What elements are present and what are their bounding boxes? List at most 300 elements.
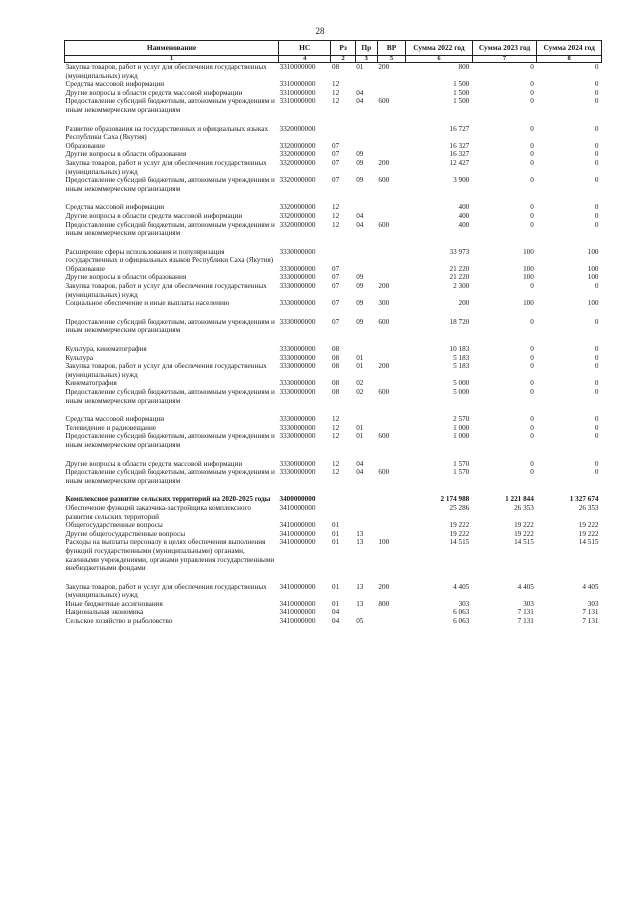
table-row: [65, 379, 602, 388]
spacer-cell: [65, 573, 602, 583]
cell-sum-2024: 100: [587, 247, 599, 256]
spacer-row: [65, 573, 602, 583]
cell-vr: [377, 504, 405, 521]
header-number: 7: [472, 56, 537, 63]
spacer-cell: [65, 115, 602, 125]
cell-pr: 05: [356, 617, 364, 626]
table-row: [65, 388, 602, 405]
cell-sum-2022: 14 515: [449, 538, 470, 547]
cell-vr: 200: [378, 282, 390, 291]
cell-ns: 3320000000: [279, 124, 316, 133]
cell-sum-2024: 0: [594, 423, 599, 432]
cell-rz: 07: [331, 317, 340, 326]
cell-sum-2024: 7 131: [582, 608, 599, 617]
header-number: 2: [331, 56, 355, 63]
cell-ns: 3410000000: [279, 582, 316, 591]
cell-sum-2022: 16 727: [449, 124, 470, 133]
cell-vr: [377, 89, 405, 98]
cell-sum-2024: 0: [594, 388, 599, 396]
cell-sum-2023: 0: [530, 176, 534, 185]
cell-sum-2023: 303: [523, 599, 534, 608]
cell-pr: 04: [356, 211, 364, 220]
cell-vr: [377, 424, 405, 433]
cell-name: Закупка товаров, работ и услуг для обеспечения государственных (муниципальных) нужд: [65, 582, 267, 600]
table-row: [65, 265, 602, 274]
cell-sum-2023: 0: [530, 345, 534, 354]
cell-sum-2022: 19 222: [449, 529, 470, 538]
cell-name: Социальное обеспечение и иные выплаты населению: [65, 299, 230, 308]
cell-sum-2022: 21 220: [449, 264, 470, 273]
table-row: [65, 125, 602, 142]
cell-pr: [355, 248, 377, 265]
cell-pr: 09: [356, 150, 364, 159]
cell-sum-2023: 100: [523, 299, 534, 308]
cell-name: Другие вопросы в области средств массовой информации: [65, 211, 243, 220]
cell-pr: 01: [356, 63, 364, 71]
cell-name: Средства массовой информации: [65, 80, 165, 89]
cell-rz: 12: [331, 203, 340, 212]
header-sum-2023: Сумма 2023 год: [472, 41, 537, 56]
cell-sum-2022: 19 222: [449, 521, 470, 530]
cell-vr: 600: [378, 468, 390, 477]
header-sum-2022: Сумма 2022 год: [406, 41, 473, 56]
cell-sum-2023: 7 131: [517, 608, 534, 617]
cell-sum-2024: 0: [594, 150, 599, 159]
table-row: [65, 468, 602, 485]
table-row: [65, 530, 602, 539]
cell-pr: [355, 608, 377, 617]
table-row: [65, 80, 602, 89]
cell-vr: [377, 150, 405, 159]
cell-sum-2023: 100: [523, 264, 534, 273]
cell-sum-2024: 100: [587, 299, 599, 308]
cell-pr: 13: [356, 582, 364, 591]
cell-rz: 12: [331, 432, 340, 441]
cell-ns: 3310000000: [279, 97, 316, 106]
cell-rz: [331, 495, 355, 504]
cell-rz: [331, 125, 355, 142]
cell-rz: 07: [331, 176, 340, 185]
cell-sum-2022: 21 220: [449, 273, 470, 282]
cell-pr: [355, 345, 377, 354]
cell-ns: 3320000000: [279, 220, 316, 229]
cell-pr: 09: [356, 299, 364, 308]
cell-sum-2022: 5 000: [453, 388, 470, 396]
cell-sum-2024: 303: [587, 599, 599, 608]
cell-name: Расходы на выплаты персоналу в целях обеспечения выполнения функций государственными (муниципальными) органами, казенными учреждениями, органами управления государственными внебюджетными фондами: [65, 538, 275, 573]
cell-name: Культура, кинематография: [65, 345, 147, 354]
cell-name: Предоставление субсидий бюджетным, автономным учреждениям и иным некоммерческим организациям: [65, 432, 275, 449]
cell-sum-2023: 0: [530, 150, 534, 159]
table-row: [65, 495, 602, 504]
cell-pr: 04: [356, 459, 364, 468]
cell-rz: 12: [331, 88, 340, 97]
cell-sum-2023: 0: [530, 203, 534, 212]
cell-sum-2022: 5 000: [453, 379, 470, 388]
cell-sum-2022: 1 570: [453, 459, 470, 468]
cell-sum-2024: 19 222: [578, 529, 599, 538]
cell-sum-2023: 0: [530, 158, 534, 167]
cell-rz: 12: [331, 220, 340, 229]
cell-vr: [377, 521, 405, 530]
cell-sum-2023: 7 131: [517, 617, 534, 626]
cell-ns: 3330000000: [279, 282, 316, 291]
cell-name: Комплексное развитие сельских территорий на 2020-2025 годы: [65, 495, 271, 504]
cell-rz: 08: [331, 353, 340, 362]
cell-pr: 09: [356, 176, 364, 185]
cell-ns: 3330000000: [279, 423, 316, 432]
cell-sum-2022: 400: [458, 220, 470, 229]
cell-pr: [355, 495, 377, 504]
table-row: [65, 212, 602, 221]
cell-pr: 13: [356, 538, 364, 547]
cell-pr: [355, 504, 377, 521]
cell-sum-2023: 19 222: [514, 521, 534, 530]
cell-sum-2022: 10 183: [449, 345, 470, 354]
cell-ns: 3330000000: [279, 388, 316, 396]
cell-sum-2023: 1 221 844: [505, 495, 534, 504]
cell-sum-2024: 0: [594, 124, 599, 133]
cell-pr: 04: [356, 220, 364, 229]
header-number: 5: [377, 56, 405, 63]
cell-vr: [377, 212, 405, 221]
cell-vr: 200: [378, 582, 390, 591]
table-row: [65, 63, 602, 81]
spacer-cell: [65, 308, 602, 318]
cell-ns: 3410000000: [279, 599, 316, 608]
cell-vr: 200: [378, 362, 390, 371]
cell-rz: 12: [331, 211, 340, 220]
cell-vr: 100: [378, 538, 390, 547]
table-row: [65, 150, 602, 159]
cell-rz: 12: [331, 415, 340, 424]
spacer-cell: [65, 485, 602, 495]
cell-sum-2023: 0: [530, 468, 534, 477]
budget-table: [64, 40, 602, 626]
cell-pr: 01: [356, 362, 364, 371]
cell-ns: 3330000000: [279, 459, 316, 468]
cell-rz: 01: [331, 599, 340, 608]
cell-vr: [377, 142, 405, 151]
cell-rz: 12: [331, 459, 340, 468]
cell-sum-2024: 0: [594, 317, 599, 326]
cell-sum-2022: 5 183: [453, 362, 470, 371]
cell-sum-2022: 800: [458, 63, 470, 71]
cell-vr: [377, 273, 405, 282]
spacer-cell: [65, 335, 602, 345]
table-row: [65, 142, 602, 151]
cell-sum-2023: 0: [530, 97, 534, 106]
cell-ns: 3330000000: [279, 345, 316, 354]
table-row: [65, 521, 602, 530]
cell-name: Образование: [65, 264, 105, 273]
table-body: [65, 63, 602, 626]
cell-sum-2022: 25 286: [449, 503, 470, 512]
table-row: [65, 318, 602, 335]
cell-sum-2022: 2 300: [453, 282, 470, 291]
cell-sum-2023: 0: [530, 211, 534, 220]
table-row: [65, 600, 602, 609]
cell-sum-2022: 16 327: [449, 150, 470, 159]
cell-sum-2024: 0: [594, 97, 599, 106]
cell-sum-2024: 0: [594, 220, 599, 229]
cell-sum-2023: 100: [523, 247, 534, 256]
table-row: [65, 176, 602, 193]
table-row: [65, 203, 602, 212]
cell-ns: 3320000000: [279, 150, 316, 159]
cell-vr: 600: [378, 97, 390, 106]
cell-rz: 08: [331, 388, 340, 396]
cell-name: Предоставление субсидий бюджетным, автономным учреждениям и иным некоммерческим организациям: [65, 176, 275, 193]
header-vr: ВР: [377, 41, 405, 56]
table-row: [65, 362, 602, 379]
cell-name: Закупка товаров, работ и услуг для обеспечения государственных (муниципальных) нужд: [65, 158, 267, 176]
cell-ns: 3400000000: [279, 495, 316, 504]
cell-pr: 09: [356, 317, 364, 326]
cell-rz: 04: [331, 617, 340, 626]
cell-ns: 3320000000: [279, 158, 316, 167]
cell-sum-2022: 33 973: [449, 247, 470, 256]
spacer-row: [65, 193, 602, 203]
cell-sum-2023: 0: [530, 220, 534, 229]
page-number: 28: [315, 26, 325, 36]
cell-vr: 600: [378, 317, 390, 326]
cell-name: Закупка товаров, работ и услуг для обеспечения государственных (муниципальных) нужд: [65, 63, 267, 80]
cell-pr: 02: [356, 379, 364, 388]
cell-name: Расширение сферы использования и популяризация государственных и официальных языков Республики Саха (Якутия): [65, 247, 274, 265]
cell-name: Предоставление субсидий бюджетным, автономным учреждениям и иным некоммерческим организациям: [65, 468, 275, 485]
cell-sum-2022: 1 500: [453, 80, 470, 89]
cell-ns: 3310000000: [279, 63, 316, 71]
cell-sum-2023: 0: [530, 141, 534, 150]
cell-sum-2024: 100: [587, 264, 599, 273]
cell-rz: 08: [331, 345, 340, 354]
cell-pr: [355, 415, 377, 424]
cell-name: Телевидение и радиовещание: [65, 423, 157, 432]
cell-rz: 07: [331, 299, 340, 308]
spacer-row: [65, 335, 602, 345]
cell-pr: 01: [356, 423, 364, 432]
table-row: [65, 608, 602, 617]
cell-sum-2023: 0: [530, 353, 534, 362]
cell-ns: 3330000000: [279, 353, 316, 362]
cell-sum-2023: 0: [530, 124, 534, 133]
cell-name: Культура: [65, 353, 94, 362]
cell-name: Закупка товаров, работ и услуг для обеспечения государственных (муниципальных) нужд: [65, 282, 267, 299]
cell-name: Другие общегосударственные вопросы: [65, 529, 186, 538]
cell-ns: 3410000000: [279, 608, 316, 617]
table-row: [65, 415, 602, 424]
cell-name: Национальная экономика: [65, 608, 144, 617]
table-row: [65, 424, 602, 433]
cell-rz: 12: [331, 97, 340, 106]
cell-ns: 3410000000: [279, 617, 316, 626]
cell-rz: 07: [331, 273, 340, 282]
cell-pr: 02: [356, 388, 364, 396]
cell-sum-2024: 0: [594, 362, 599, 371]
cell-sum-2023: 26 353: [514, 503, 534, 512]
cell-ns: 3410000000: [279, 529, 316, 538]
cell-ns: 3330000000: [279, 432, 316, 441]
cell-sum-2023: 0: [530, 88, 534, 97]
cell-vr: 800: [378, 599, 390, 608]
cell-sum-2024: 26 353: [578, 503, 599, 512]
cell-rz: 12: [331, 468, 340, 477]
cell-ns: 3330000000: [279, 415, 316, 424]
cell-sum-2024: 0: [594, 211, 599, 220]
cell-sum-2024: 0: [594, 432, 599, 441]
table-row: [65, 97, 602, 114]
header-number: 8: [537, 56, 602, 63]
table-row: [65, 345, 602, 354]
header-sum-2024: Сумма 2024 год: [537, 41, 602, 56]
cell-sum-2023: 0: [530, 379, 534, 388]
cell-rz: 07: [331, 282, 340, 291]
cell-sum-2022: 12 427: [449, 158, 470, 167]
cell-vr: 600: [378, 432, 390, 441]
cell-vr: [377, 125, 405, 142]
cell-sum-2024: 0: [594, 345, 599, 354]
cell-rz: 04: [331, 608, 340, 617]
cell-rz: 12: [331, 423, 340, 432]
spacer-row: [65, 115, 602, 125]
cell-sum-2023: 0: [530, 459, 534, 468]
cell-vr: [377, 415, 405, 424]
cell-ns: 3330000000: [279, 317, 316, 326]
cell-sum-2024: 1 327 674: [569, 495, 599, 504]
cell-sum-2022: 16 327: [449, 141, 470, 150]
cell-vr: [377, 345, 405, 354]
cell-pr: [355, 125, 377, 142]
cell-pr: [355, 203, 377, 212]
cell-name: Общегосударственные вопросы: [65, 521, 163, 530]
cell-vr: 200: [378, 63, 390, 71]
table-row: [65, 89, 602, 98]
cell-sum-2022: 1 000: [453, 423, 470, 432]
spacer-row: [65, 450, 602, 460]
cell-rz: [331, 248, 355, 265]
cell-pr: [355, 142, 377, 151]
cell-sum-2024: 0: [594, 203, 599, 212]
cell-pr: [355, 80, 377, 89]
cell-sum-2023: 0: [530, 63, 534, 71]
cell-sum-2022: 400: [458, 211, 470, 220]
spacer-cell: [65, 238, 602, 248]
cell-rz: 08: [331, 63, 340, 71]
cell-name: Закупка товаров, работ и услуг для обеспечения государственных (муниципальных) нужд: [65, 362, 267, 379]
cell-ns: 3330000000: [279, 468, 316, 477]
spacer-cell: [65, 450, 602, 460]
cell-sum-2024: 0: [594, 141, 599, 150]
cell-sum-2022: 1 500: [453, 88, 470, 97]
header-number: 4: [278, 56, 330, 63]
cell-sum-2024: 7 131: [582, 617, 599, 626]
spacer-cell: [65, 405, 602, 415]
table-row: [65, 504, 602, 521]
cell-pr: 01: [356, 432, 364, 441]
cell-ns: 3330000000: [279, 264, 316, 273]
cell-vr: [377, 608, 405, 617]
cell-sum-2023: 0: [530, 362, 534, 371]
cell-vr: [377, 617, 405, 626]
header-pr: Пр: [355, 41, 377, 56]
cell-sum-2023: 14 515: [514, 538, 534, 547]
table-row: [65, 432, 602, 449]
cell-pr: [355, 265, 377, 274]
cell-ns: 3330000000: [279, 273, 316, 282]
cell-name: Предоставление субсидий бюджетным, автономным учреждениям и иным некоммерческим организациям: [65, 317, 275, 335]
cell-vr: 300: [378, 299, 390, 308]
cell-ns: 3320000000: [279, 141, 316, 150]
cell-sum-2024: 0: [594, 282, 599, 291]
cell-sum-2024: 0: [594, 88, 599, 97]
cell-sum-2022: 1 500: [453, 97, 470, 106]
cell-sum-2023: 4 405: [517, 582, 534, 591]
cell-vr: [377, 379, 405, 388]
cell-name: Предоставление субсидий бюджетным, автономным учреждениям и иным некоммерческим организациям: [65, 220, 275, 238]
cell-sum-2022: 18 720: [449, 317, 470, 326]
cell-pr: 04: [356, 97, 364, 106]
header-ns: НС: [278, 41, 330, 56]
cell-sum-2022: 1 000: [453, 432, 470, 441]
cell-ns: 3410000000: [279, 538, 316, 547]
cell-sum-2024: 0: [594, 459, 599, 468]
cell-vr: [377, 354, 405, 363]
cell-ns: 3330000000: [279, 299, 316, 308]
cell-sum-2022: 2 174 988: [440, 495, 470, 504]
cell-sum-2022: 4 405: [453, 582, 470, 591]
cell-ns: 3410000000: [279, 503, 316, 512]
cell-sum-2023: 100: [523, 273, 534, 282]
header-name: Наименование: [65, 41, 279, 56]
cell-vr: 200: [378, 158, 390, 167]
cell-name: Обеспечение функций заказчика-застройщика комплексного развития сельских территорий: [65, 503, 251, 521]
cell-name: Предоставление субсидий бюджетным, автономным учреждениям и иным некоммерческим организациям: [65, 388, 275, 405]
cell-rz: 07: [331, 141, 340, 150]
table-row: [65, 159, 602, 176]
cell-pr: 13: [356, 529, 364, 538]
cell-name: Кинематография: [65, 379, 117, 388]
cell-vr: [377, 80, 405, 89]
cell-vr: 600: [378, 388, 390, 396]
cell-sum-2024: 0: [594, 415, 599, 424]
cell-name: Средства массовой информации: [65, 203, 165, 212]
cell-sum-2023: 0: [530, 415, 534, 424]
cell-pr: 09: [356, 282, 364, 291]
cell-ns: 3320000000: [279, 211, 316, 220]
cell-rz: 12: [331, 80, 340, 89]
spacer-row: [65, 405, 602, 415]
cell-sum-2022: 6 063: [453, 608, 470, 617]
cell-ns: 3330000000: [279, 362, 316, 371]
cell-sum-2023: 0: [530, 423, 534, 432]
cell-sum-2024: 0: [594, 379, 599, 388]
cell-pr: 01: [356, 353, 364, 362]
cell-name: Сельское хозяйство и рыболовство: [65, 617, 173, 626]
cell-ns: 3330000000: [279, 379, 316, 388]
cell-vr: 600: [378, 176, 390, 185]
cell-rz: 01: [331, 529, 340, 538]
cell-sum-2022: 2 570: [453, 415, 470, 424]
table-row: [65, 538, 602, 572]
cell-ns: 3320000000: [279, 176, 316, 185]
header-number: 3: [355, 56, 377, 63]
cell-pr: 13: [356, 599, 364, 608]
cell-vr: [377, 203, 405, 212]
cell-name: Иные бюджетные ассигнования: [65, 599, 163, 608]
cell-ns: 3330000000: [279, 247, 316, 256]
table-row: [65, 273, 602, 282]
